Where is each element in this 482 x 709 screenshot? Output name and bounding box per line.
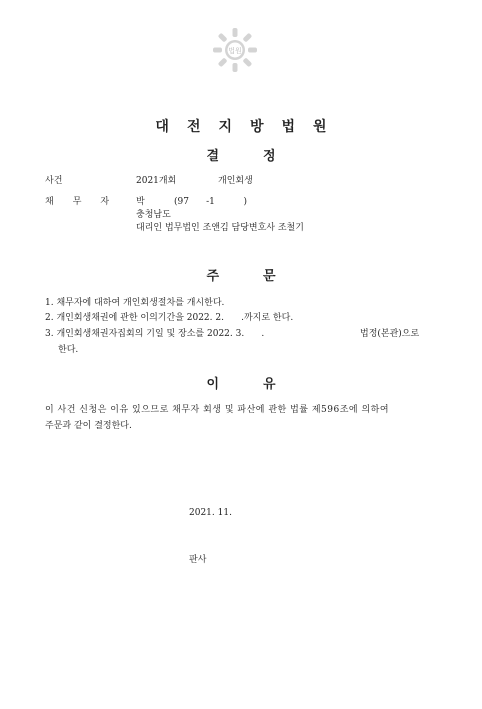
order-item: 3. 개인회생채권자집회의 기일 및 장소를 2022. 3. . [45,329,265,339]
reason-text-line: 이 사건 신청은 이유 있으므로 채무자 회생 및 파산에 관한 법률 제596조에 의하여 [45,405,390,415]
case-name: 개인회생 [218,176,253,186]
court-emblem-icon [211,26,259,74]
case-number: 2021개회 [136,176,177,186]
debtor-address: 충청남도 [136,210,171,220]
emblem-text: 법원 [228,47,242,55]
order-item: 1. 채무자에 대하여 개인회생절차를 개시한다. [45,298,225,308]
order-item-location: 법정(본관)으로 [360,329,420,339]
judge-label: 판사 [189,555,207,565]
order-item: 2. 개인회생채권에 관한 이의기간을 2022. 2. .까지로 한다. [45,313,294,323]
decision-date: 2021. 11. [189,508,232,518]
order-item-end: 한다. [58,345,79,355]
reason-text-line: 주문과 같이 결정한다. [45,421,132,431]
court-name: 대전지방법원 [155,119,345,135]
debtor-representative: 대리인 법무법인 조앤김 담당변호사 조철기 [136,223,304,233]
case-label: 사건 [45,176,63,186]
debtor-id: (97 -1 ) [174,197,248,207]
reason-heading: 이유 [206,377,320,392]
debtor-name: 박 [136,197,145,207]
order-heading: 주문 [206,269,320,284]
debtor-label: 채무자 [45,197,129,207]
document-type-title: 결정 [206,149,320,164]
